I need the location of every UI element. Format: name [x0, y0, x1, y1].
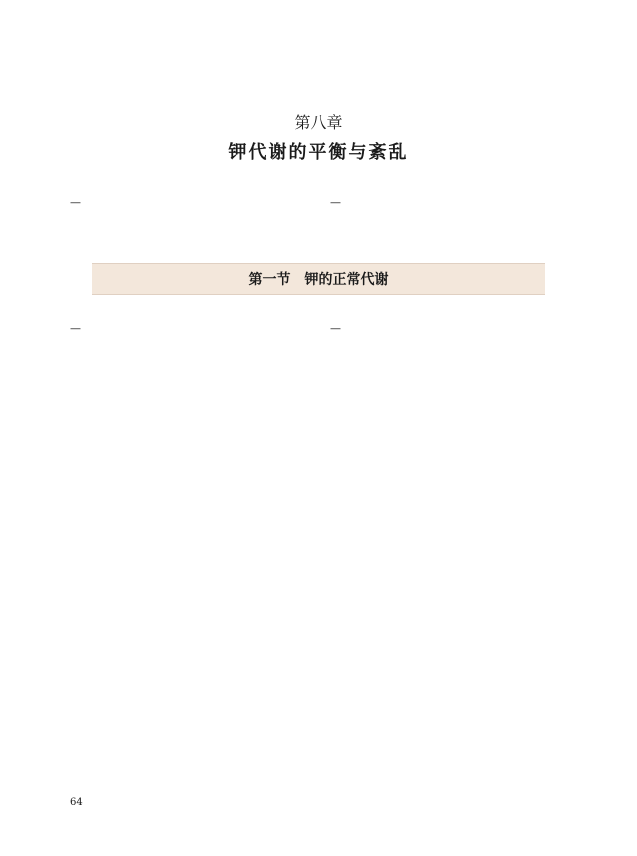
right-column	[330, 320, 570, 339]
paragraph: —	[70, 322, 81, 335]
intro-paragraph: —	[330, 196, 341, 209]
intro-left-column	[70, 194, 310, 212]
intro-block	[70, 194, 570, 212]
left-column	[70, 320, 310, 339]
chapter-label: 第八章	[294, 113, 343, 132]
page-number: 64	[70, 797, 83, 808]
paragraph: —	[330, 322, 341, 335]
intro-right-column	[330, 194, 570, 212]
section-title: 第一节 钾的正常代谢	[92, 263, 545, 295]
intro-paragraph: —	[70, 196, 81, 209]
main-body	[70, 320, 570, 790]
chapter-title: 钾代谢的平衡与紊乱	[228, 142, 409, 163]
